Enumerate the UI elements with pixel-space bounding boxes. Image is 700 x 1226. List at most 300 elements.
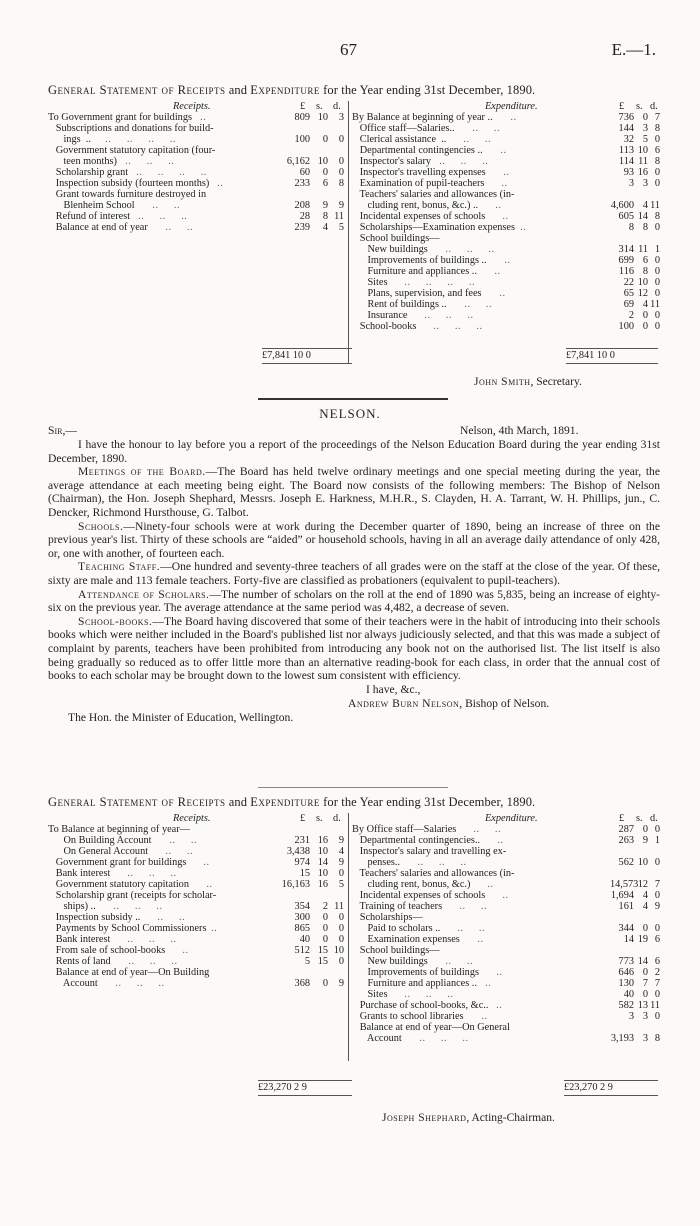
shillings-value: 16 <box>317 835 328 846</box>
row-label: Scholarship grant (receipts for scholar- <box>48 890 217 901</box>
pence-value: 0 <box>654 255 660 266</box>
table-row <box>352 868 658 879</box>
leader-dots: .. .. .. <box>112 934 177 945</box>
leader-dots: .. .. .. <box>112 868 177 879</box>
pence-value: 0 <box>654 857 660 868</box>
shillings-value: 3 <box>642 123 648 134</box>
pounds-value: 239 <box>294 222 310 233</box>
statement-2-table <box>48 813 660 1048</box>
table-row <box>352 145 658 156</box>
pounds-value: 233 <box>294 178 310 189</box>
shillings-value: 8 <box>642 222 648 233</box>
leader-dots: .. .. <box>448 134 492 145</box>
pounds-value: 100 <box>294 134 310 145</box>
pence-value: 0 <box>338 134 344 145</box>
leader-dots: .. .. .. <box>100 978 165 989</box>
leader-dots: .. .. .. <box>113 956 178 967</box>
table-row <box>48 945 348 956</box>
pounds-value: 114 <box>618 156 634 167</box>
page-header <box>0 40 700 60</box>
pence-value: 0 <box>338 923 344 934</box>
row-label: Inspection subsidy .. <box>48 912 141 923</box>
shillings-value: 4 <box>642 890 648 901</box>
leader-dots: .. <box>480 200 502 211</box>
pence-value: 11 <box>650 1000 660 1011</box>
table-row <box>352 244 658 255</box>
pence-value: 0 <box>654 167 660 178</box>
shillings-value: 4 <box>642 200 648 211</box>
pence-value: 7 <box>654 879 660 890</box>
pounds-value: 144 <box>618 123 634 134</box>
row-label: Balance at end of year—On General <box>352 1022 510 1033</box>
pence-value: 11 <box>650 299 660 310</box>
shillings-value: 0 <box>322 978 328 989</box>
shillings-value: 10 <box>637 857 648 868</box>
table-row <box>352 934 658 945</box>
shillings-value: 7 <box>642 978 648 989</box>
pounds-value: 60 <box>299 167 310 178</box>
table-row <box>48 956 348 967</box>
table-row <box>352 901 658 912</box>
letter-paragraph: School-books.—The Board having discovered that some of their teachers were in the habit of introducing into their schools books which were neither included in the Board's published list nor always judiciously selected, and that this was made a subject of complaint by parents, teachers have been prohibited from introducing any book not on the authorised list. The list itself is also being gradually so reduced as to offer little more than an alternative reading-book for each class, in order that the annual cost of books to each scholar may be brought down to the lowest sum consistent with efficiency. <box>48 614 660 683</box>
shillings-value: 16 <box>637 167 648 178</box>
letter-paragraph: Meetings of the Board.—The Board has held twelve ordinary meetings and one special meeting during the year, the average attendance at each meeting being eight. The Board now consists of the following members: The Bishop of Nelson (Chairman), the Hon. Joseph Shephard, Messrs. Joseph E. Harkness, M.H.R., S. Clayden, H. A. Tarrant, W. H. Phillips, jun., C. Dencker, Richmond Hursthouse, G. Talbot. <box>48 465 660 519</box>
pounds-value: 263 <box>618 835 634 846</box>
shillings-value: 0 <box>322 167 328 178</box>
leader-dots: .. .. <box>137 200 181 211</box>
pence-value: 8 <box>654 156 660 167</box>
table-row <box>48 189 348 200</box>
shillings-value: 8 <box>642 266 648 277</box>
leader-dots: .. .. <box>154 835 198 846</box>
row-label: New buildings <box>352 244 428 255</box>
shillings-value: 0 <box>322 134 328 145</box>
table-row <box>48 145 348 156</box>
leader-dots: .. <box>479 266 501 277</box>
statement-1-table <box>48 101 660 349</box>
pounds-value: 300 <box>294 912 310 923</box>
row-label: School-books <box>352 321 417 332</box>
leader-dots: .. .. <box>150 846 194 857</box>
leader-dots: .. .. <box>449 299 493 310</box>
leader-dots: .. <box>194 112 207 123</box>
pence-value: 9 <box>338 835 344 846</box>
row-label: Purchase of school-books, &c.. <box>352 1000 489 1011</box>
table-row <box>352 1022 658 1033</box>
shillings-value: 19 <box>637 934 648 945</box>
table-row <box>48 967 348 978</box>
table-row <box>48 134 348 145</box>
pence-value: 0 <box>654 824 660 835</box>
table-row <box>352 123 658 134</box>
receipts-column <box>48 101 348 233</box>
row-label: Inspector's salary and travelling ex- <box>352 846 507 857</box>
table-row <box>48 222 348 233</box>
pounds-value: 287 <box>618 824 634 835</box>
table-row <box>352 1033 658 1044</box>
pounds-value: 605 <box>618 211 634 222</box>
row-label: Incidental expenses of schools <box>352 890 486 901</box>
table-row <box>352 321 658 332</box>
row-label: Sites <box>352 989 388 1000</box>
receipts-heading-row: Receipts. £ s. d. <box>173 813 341 824</box>
salutation: Sir,— <box>48 424 77 437</box>
row-label: Blenheim School <box>48 200 135 211</box>
shillings-value: 4 <box>642 299 648 310</box>
row-label: Inspector's salary <box>352 156 432 167</box>
pounds-value: 344 <box>618 923 634 934</box>
leader-dots: .. <box>167 945 189 956</box>
pence-value: 0 <box>654 277 660 288</box>
table-row <box>352 890 658 901</box>
row-label: By Balance at beginning of year .. <box>352 112 493 123</box>
row-label: Scholarship grant <box>48 167 129 178</box>
receipts-heading: Receipts. <box>173 101 211 112</box>
pounds-value: 15 <box>299 868 310 879</box>
leader-dots: .. <box>479 978 492 989</box>
pence-value: 0 <box>338 868 344 879</box>
pounds-value: 699 <box>618 255 634 266</box>
table-row <box>48 835 348 846</box>
pounds-value: 6,162 <box>286 156 310 167</box>
dateline: Nelson, 4th March, 1891. <box>460 424 579 437</box>
shillings-value: 10 <box>317 112 328 123</box>
shillings-value: 0 <box>642 321 648 332</box>
table-row <box>352 134 658 145</box>
table-row <box>352 167 658 178</box>
table-row <box>352 945 658 956</box>
row-label: Refund of interest <box>48 211 131 222</box>
table-row <box>352 846 658 857</box>
pence-value: 9 <box>654 901 660 912</box>
table-row <box>352 1000 658 1011</box>
row-label: Teachers' salaries and allowances (in- <box>352 189 515 200</box>
pence-value: 6 <box>654 934 660 945</box>
table-row <box>352 112 658 123</box>
receipts-total: £7,841 10 0 <box>262 350 352 361</box>
shillings-value: 10 <box>317 156 328 167</box>
pence-value: 8 <box>654 211 660 222</box>
pounds-value: 22 <box>623 277 634 288</box>
leader-dots: .. .. <box>458 824 502 835</box>
leader-dots: .. .. .. <box>433 156 489 167</box>
row-label: Government statutory capitation <box>48 879 189 890</box>
pounds-value: 562 <box>618 857 634 868</box>
receipts-total: £23,270 2 9 <box>258 1082 352 1093</box>
row-label: Paid to scholars .. <box>352 923 441 934</box>
table-row <box>352 277 658 288</box>
row-label: penses.. <box>352 857 401 868</box>
statement-2-title: General Statement of Receipts and Expenditure for the Year ending 31st December, 1890. <box>48 795 536 809</box>
table-row <box>352 835 658 846</box>
shillings-value: 0 <box>322 934 328 945</box>
statement-1-title: General Statement of Receipts and Expenditure for the Year ending 31st December, 1890. <box>48 83 536 97</box>
pence-value: 0 <box>654 222 660 233</box>
shillings-value: 10 <box>637 277 648 288</box>
pounds-value: 65 <box>623 288 634 299</box>
pence-value: 4 <box>338 846 344 857</box>
pence-value: 0 <box>654 288 660 299</box>
letter-paragraph: I have the honour to lay before you a report of the proceedings of the Nelson Education Board during the year ending 31st December, 1890. <box>48 438 660 465</box>
shillings-value: 0 <box>642 112 648 123</box>
row-label: teen months) <box>48 156 117 167</box>
pence-value: 10 <box>333 945 344 956</box>
shillings-value: 0 <box>322 923 328 934</box>
table-row <box>48 857 348 868</box>
row-label: Examination expenses <box>352 934 460 945</box>
pounds-value: 3 <box>628 178 634 189</box>
row-label: Bank interest <box>48 934 111 945</box>
pence-value: 11 <box>650 200 660 211</box>
row-label: From sale of school-books <box>48 945 166 956</box>
pounds-value: 4,600 <box>610 200 634 211</box>
receipts-heading-row: Receipts. £ s. d. <box>173 101 341 112</box>
row-label: Insurance <box>352 310 408 321</box>
pence-value: 1 <box>654 835 660 846</box>
pence-value: 9 <box>338 200 344 211</box>
table-row <box>352 211 658 222</box>
shillings-value: 6 <box>642 255 648 266</box>
pence-value: 3 <box>338 112 344 123</box>
leader-dots: .. .. .. <box>418 321 483 332</box>
leader-dots: .. .. .. <box>404 1033 469 1044</box>
table-row <box>48 112 348 123</box>
leader-dots: .. <box>462 934 484 945</box>
shillings-value: 0 <box>642 310 648 321</box>
column-divider <box>348 101 349 363</box>
section-heading: NELSON. <box>319 406 381 421</box>
table-row <box>352 956 658 967</box>
row-label: Payments by School Commissioners <box>48 923 207 934</box>
shillings-value: 0 <box>642 824 648 835</box>
shillings-value: 3 <box>642 1033 648 1044</box>
row-label: Office staff—Salaries.. <box>352 123 455 134</box>
leader-dots: .. .. <box>430 956 474 967</box>
pence-value: 2 <box>654 967 660 978</box>
table-row <box>48 978 348 989</box>
row-label: Grants to school libraries <box>352 1011 464 1022</box>
row-label: To Balance at beginning of year— <box>48 824 190 835</box>
pounds-value: 736 <box>618 112 634 123</box>
shillings-value: 4 <box>322 222 328 233</box>
row-label: Subscriptions and donations for build- <box>48 123 214 134</box>
pence-value: 0 <box>654 178 660 189</box>
row-label: School buildings— <box>352 945 440 956</box>
pence-value: 7 <box>654 112 660 123</box>
leader-dots: .. <box>472 879 494 890</box>
shillings-value: 8 <box>322 211 328 222</box>
pence-value: 0 <box>654 321 660 332</box>
pence-value: 6 <box>654 145 660 156</box>
leader-dots: .. .. .. <box>430 244 495 255</box>
leader-dots: .. <box>517 222 527 233</box>
pence-value: 5 <box>338 222 344 233</box>
pounds-value: 314 <box>618 244 634 255</box>
receipts-heading: Receipts. <box>173 813 211 824</box>
expenditure-total: £7,841 10 0 <box>566 350 658 361</box>
pence-value: 8 <box>654 123 660 134</box>
expenditure-heading: Expenditure. <box>485 101 538 112</box>
table-row <box>352 156 658 167</box>
table-row <box>352 189 658 200</box>
pence-value: 0 <box>654 134 660 145</box>
leader-dots: .. .. .. <box>389 989 454 1000</box>
row-label: Sites <box>352 277 388 288</box>
pence-value: 11 <box>334 211 344 222</box>
leader-dots: .. <box>489 255 511 266</box>
table-row <box>48 868 348 879</box>
table-row <box>48 200 348 211</box>
closing-line: I have, &c., <box>366 682 421 696</box>
leader-dots: .. <box>485 145 507 156</box>
pence-value: 11 <box>334 901 344 912</box>
pounds-value: 1,694 <box>610 890 634 901</box>
row-label: Incidental expenses of schools <box>352 211 486 222</box>
table-row <box>352 967 658 978</box>
table-row <box>352 923 658 934</box>
pounds-value: 14,573 <box>610 879 639 890</box>
pence-value: 8 <box>654 1033 660 1044</box>
secretary-signature: John Smith, Secretary. <box>474 376 582 388</box>
pounds-value: 100 <box>618 321 634 332</box>
shillings-value: 0 <box>322 912 328 923</box>
pence-value: 0 <box>654 890 660 901</box>
row-label: ships) .. <box>48 901 96 912</box>
pounds-value: 113 <box>618 145 634 156</box>
row-label: Clerical assistance .. <box>352 134 447 145</box>
table-row <box>352 233 658 244</box>
pence-value: 7 <box>654 978 660 989</box>
leader-dots: .. <box>481 967 503 978</box>
table-row <box>352 978 658 989</box>
leader-dots: .. .. <box>457 123 501 134</box>
row-label: Plans, supervision, and fees <box>352 288 482 299</box>
document-reference: E.—1. <box>611 40 656 59</box>
shillings-value: 14 <box>317 857 328 868</box>
shillings-value: 0 <box>642 923 648 934</box>
shillings-value: 4 <box>642 901 648 912</box>
table-row <box>352 824 658 835</box>
row-label: Government grant for buildings <box>48 857 187 868</box>
pence-value: 5 <box>338 879 344 890</box>
table-row <box>352 1011 658 1022</box>
row-label: Furniture and appliances .. <box>352 266 477 277</box>
pence-value: 1 <box>654 244 660 255</box>
shillings-value: 14 <box>637 956 648 967</box>
shillings-value: 12 <box>637 879 648 890</box>
receipts-rows <box>48 824 348 989</box>
table-row <box>48 846 348 857</box>
table-row <box>48 912 348 923</box>
shillings-value: 11 <box>638 156 648 167</box>
row-label: Account <box>352 1033 402 1044</box>
pounds-value: 865 <box>294 923 310 934</box>
table-row <box>48 178 348 189</box>
pounds-value: 161 <box>618 901 634 912</box>
table-row <box>48 123 348 134</box>
leader-dots: .. <box>487 890 509 901</box>
table-row <box>352 288 658 299</box>
pence-value: 8 <box>338 178 344 189</box>
table-row <box>48 211 348 222</box>
pounds-value: 28 <box>299 211 310 222</box>
pounds-value: 40 <box>623 989 634 1000</box>
pounds-value: 368 <box>294 978 310 989</box>
expenditure-total: £23,270 2 9 <box>564 1082 658 1093</box>
shillings-value: 14 <box>637 211 648 222</box>
row-label: New buildings <box>352 956 428 967</box>
expenditure-rows <box>352 112 658 332</box>
leader-dots: .. <box>191 879 213 890</box>
shillings-value: 16 <box>317 879 328 890</box>
leader-dots: .. <box>488 167 510 178</box>
pounds-value: 32 <box>623 134 634 145</box>
expenditure-column <box>352 101 658 332</box>
table-row <box>48 824 348 835</box>
table-row <box>48 901 348 912</box>
table-row <box>352 857 658 868</box>
row-label: Departmental contingencies .. <box>352 145 483 156</box>
leader-dots: .. .. <box>142 912 186 923</box>
pounds-value: 3,193 <box>610 1033 634 1044</box>
pence-value: 0 <box>338 934 344 945</box>
shillings-value: 2 <box>322 901 328 912</box>
table-row <box>48 890 348 901</box>
addressee: The Hon. the Minister of Education, Wellington. <box>68 710 294 724</box>
shillings-value: 13 <box>637 1000 648 1011</box>
letter-paragraph: Schools.—Ninety-four schools were at work during the December quarter of 1890, being an increase of three on the previous year's list. Thirty of these schools are “aided” or household schools, having in all an average daily attendance of only 428, or, one with another, of fourteen each. <box>48 519 660 560</box>
pounds-value: 40 <box>299 934 310 945</box>
row-label: Grant towards furniture destroyed in <box>48 189 207 200</box>
row-label: Balance at end of year—On Building <box>48 967 210 978</box>
row-label: cluding rent, bonus, &c.) .. <box>352 200 479 211</box>
column-divider <box>348 813 349 1061</box>
row-label: Inspection subsidy (fourteen months) <box>48 178 210 189</box>
pounds-value: 974 <box>294 857 310 868</box>
shillings-value: 9 <box>642 835 648 846</box>
row-label: ings .. <box>48 134 91 145</box>
leader-dots: .. <box>495 112 517 123</box>
shillings-value: 15 <box>317 956 328 967</box>
table-row <box>352 912 658 923</box>
letter-paragraph: Teaching Staff.—One hundred and seventy-three teachers of all grades were on the staff at the close of the year. Of these, sixty are male and 113 female teachers. Forty-five are classified as probationers (equivalent to pupil-teachers). <box>48 560 660 587</box>
table-row <box>352 255 658 266</box>
pounds-value: 582 <box>618 1000 634 1011</box>
row-label: Inspector's travelling expenses <box>352 167 486 178</box>
expenditure-heading-row: Expenditure. £ s. d. <box>485 101 658 112</box>
pounds-value: 809 <box>294 112 310 123</box>
row-label: Examination of pupil-teachers <box>352 178 485 189</box>
expenditure-heading-row: Expenditure. £ s. d. <box>485 813 658 824</box>
pounds-value: 773 <box>618 956 634 967</box>
leader-dots: .. .. .. .. <box>130 167 207 178</box>
row-label: School buildings— <box>352 233 440 244</box>
shillings-value: 0 <box>642 967 648 978</box>
letter-signer: Andrew Burn Nelson, Bishop of Nelson. <box>348 696 550 710</box>
table-row <box>352 310 658 321</box>
pounds-value: 116 <box>618 266 634 277</box>
pence-value: 0 <box>654 923 660 934</box>
table-row <box>352 989 658 1000</box>
row-label: By Office staff—Salaries <box>352 824 457 835</box>
leader-dots: .. .. <box>442 923 486 934</box>
pence-value: 0 <box>654 266 660 277</box>
receipts-column <box>48 813 348 989</box>
leader-dots: .. <box>484 288 506 299</box>
leader-dots: .. <box>188 857 210 868</box>
shillings-value: 10 <box>637 145 648 156</box>
leader-dots: .. <box>490 1000 503 1011</box>
